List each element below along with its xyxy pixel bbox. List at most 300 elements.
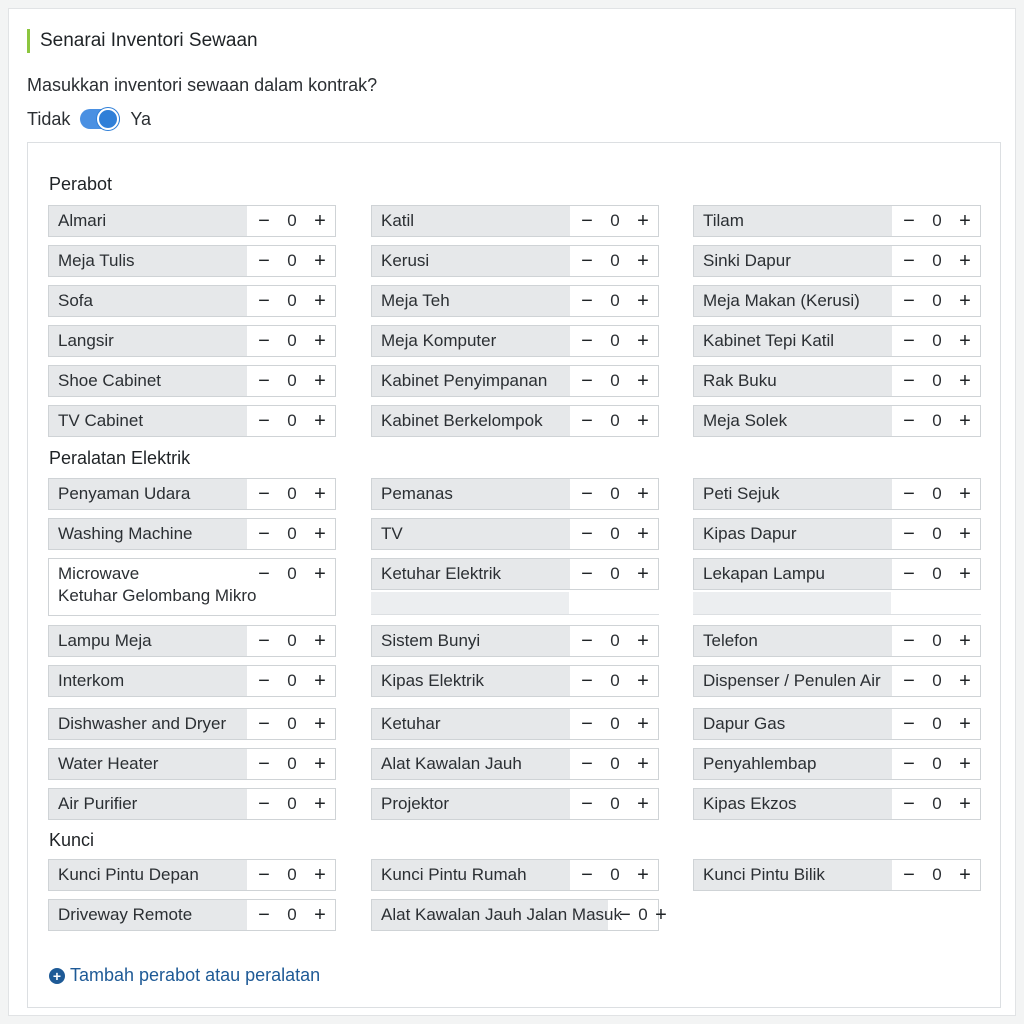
inventory-row	[693, 558, 981, 590]
increment-button[interactable]: +	[314, 483, 326, 505]
inventory-panel	[27, 142, 1001, 1008]
section-title-perabot: Perabot	[49, 174, 113, 194]
decrement-button[interactable]: −	[258, 410, 270, 432]
quantity-value[interactable]: 0	[610, 714, 620, 733]
item-label: Meja Tulis	[49, 246, 247, 276]
quantity-value[interactable]: 0	[287, 564, 297, 583]
quantity-value[interactable]: 0	[610, 671, 620, 690]
item-label: Interkom	[49, 666, 247, 696]
decrement-button[interactable]: −	[258, 713, 270, 735]
decrement-button[interactable]: −	[258, 630, 270, 652]
inventory-row	[693, 478, 981, 510]
quantity-value[interactable]: 0	[610, 794, 620, 813]
increment-button[interactable]: +	[959, 410, 971, 432]
quantity-value[interactable]: 0	[287, 714, 297, 733]
quantity-value[interactable]: 0	[610, 865, 620, 884]
item-label: Ketuhar Elektrik	[372, 559, 570, 589]
decrement-button[interactable]: −	[258, 290, 270, 312]
increment-button[interactable]: +	[959, 250, 971, 272]
quantity-value[interactable]: 0	[932, 291, 942, 310]
item-label: Air Purifier	[49, 789, 247, 819]
item-label: Shoe Cabinet	[49, 366, 247, 396]
quantity-stepper	[570, 286, 658, 316]
toggle-on-label: Ya	[130, 108, 152, 129]
increment-button[interactable]: +	[959, 483, 971, 505]
quantity-value[interactable]: 0	[932, 794, 942, 813]
item-label: Kabinet Tepi Katil	[694, 326, 892, 356]
increment-button[interactable]: +	[314, 630, 326, 652]
quantity-value[interactable]: 0	[287, 754, 297, 773]
increment-button[interactable]: +	[959, 290, 971, 312]
inventory-row	[48, 405, 336, 437]
inventory-row	[371, 478, 659, 510]
decrement-button[interactable]: −	[903, 250, 915, 272]
quantity-value[interactable]: 0	[932, 411, 942, 430]
quantity-value[interactable]: 0	[287, 484, 297, 503]
decrement-button[interactable]: −	[581, 793, 593, 815]
inventory-row	[48, 518, 336, 550]
quantity-value[interactable]: 0	[287, 331, 297, 350]
page-title: Senarai Inventori Sewaan	[27, 29, 258, 53]
increment-button[interactable]: +	[959, 713, 971, 735]
quantity-stepper	[892, 246, 980, 276]
increment-button[interactable]: +	[637, 523, 649, 545]
increment-button[interactable]: +	[314, 330, 326, 352]
inventory-row	[371, 285, 659, 317]
quantity-value[interactable]: 0	[638, 905, 648, 924]
increment-button[interactable]: +	[637, 483, 649, 505]
quantity-stepper	[570, 666, 658, 696]
quantity-value[interactable]: 0	[610, 754, 620, 773]
inventory-row	[371, 245, 659, 277]
quantity-stepper	[570, 519, 658, 549]
decrement-button[interactable]: −	[258, 210, 270, 232]
quantity-value[interactable]: 0	[287, 371, 297, 390]
decrement-button[interactable]: −	[258, 330, 270, 352]
include-inventory-toggle-row	[27, 107, 151, 131]
quantity-stepper	[892, 519, 980, 549]
decrement-button[interactable]: −	[581, 290, 593, 312]
decrement-button[interactable]: −	[581, 250, 593, 272]
increment-button[interactable]: +	[959, 563, 971, 585]
row-divider	[371, 614, 659, 615]
increment-button[interactable]: +	[637, 290, 649, 312]
quantity-value[interactable]: 0	[610, 484, 620, 503]
inventory-row	[693, 788, 981, 820]
quantity-value[interactable]: 0	[932, 251, 942, 270]
quantity-stepper	[570, 789, 658, 819]
decrement-button[interactable]: −	[258, 904, 270, 926]
quantity-stepper	[892, 626, 980, 656]
inventory-row	[48, 748, 336, 780]
increment-button[interactable]: +	[637, 670, 649, 692]
quantity-stepper	[892, 666, 980, 696]
quantity-stepper	[570, 860, 658, 890]
quantity-stepper	[892, 789, 980, 819]
item-label: Penyahlembap	[694, 749, 892, 779]
decrement-button[interactable]: −	[903, 210, 915, 232]
quantity-stepper	[247, 626, 335, 656]
quantity-value[interactable]: 0	[287, 865, 297, 884]
item-label: Peti Sejuk	[694, 479, 892, 509]
decrement-button[interactable]: −	[581, 523, 593, 545]
quantity-stepper	[247, 860, 335, 890]
inventory-row	[693, 405, 981, 437]
quantity-stepper	[247, 479, 335, 509]
increment-button[interactable]: +	[314, 753, 326, 775]
section-title-kunci: Kunci	[49, 830, 95, 850]
increment-button[interactable]: +	[314, 670, 326, 692]
inventory-row	[48, 859, 336, 891]
inventory-row	[48, 625, 336, 657]
increment-button[interactable]: +	[314, 713, 326, 735]
quantity-stepper	[247, 366, 335, 396]
quantity-stepper	[892, 479, 980, 509]
increment-button[interactable]: +	[314, 563, 326, 585]
inventory-row	[693, 325, 981, 357]
row-extension	[371, 592, 569, 614]
item-label: Water Heater	[49, 749, 247, 779]
decrement-button[interactable]: −	[258, 523, 270, 545]
quantity-stepper	[247, 406, 335, 436]
increment-button[interactable]: +	[959, 753, 971, 775]
item-label: Almari	[49, 206, 247, 236]
inventory-row	[371, 205, 659, 237]
item-label: Katil	[372, 206, 570, 236]
quantity-value[interactable]: 0	[610, 411, 620, 430]
decrement-button[interactable]: −	[581, 864, 593, 886]
inventory-row	[371, 708, 659, 740]
inventory-row	[371, 788, 659, 820]
item-label: Telefon	[694, 626, 892, 656]
inventory-row	[693, 625, 981, 657]
decrement-button[interactable]: −	[581, 670, 593, 692]
increment-button[interactable]: +	[637, 410, 649, 432]
decrement-button[interactable]: −	[903, 330, 915, 352]
decrement-button[interactable]: −	[903, 630, 915, 652]
quantity-stepper	[570, 326, 658, 356]
decrement-button[interactable]: −	[903, 713, 915, 735]
quantity-value[interactable]: 0	[932, 865, 942, 884]
decrement-button[interactable]: −	[903, 670, 915, 692]
decrement-button[interactable]: −	[903, 864, 915, 886]
increment-button[interactable]: +	[959, 793, 971, 815]
item-label: Penyaman Udara	[49, 479, 247, 509]
increment-button[interactable]: +	[314, 904, 326, 926]
quantity-value[interactable]: 0	[287, 671, 297, 690]
item-label: TV Cabinet	[49, 406, 247, 436]
increment-button[interactable]: +	[637, 793, 649, 815]
increment-button[interactable]: +	[959, 630, 971, 652]
inventory-row	[48, 558, 336, 616]
increment-button[interactable]: +	[637, 753, 649, 775]
quantity-stepper	[247, 519, 335, 549]
inventory-row	[693, 518, 981, 550]
inventory-row	[371, 365, 659, 397]
decrement-button[interactable]: −	[581, 410, 593, 432]
add-item-label: Tambah perabot atau peralatan	[70, 965, 321, 985]
add-item-link[interactable]	[49, 965, 320, 986]
item-label: Kabinet Berkelompok	[372, 406, 570, 436]
quantity-value[interactable]: 0	[932, 671, 942, 690]
quantity-stepper	[570, 626, 658, 656]
quantity-value[interactable]: 0	[610, 524, 620, 543]
quantity-stepper	[892, 206, 980, 236]
decrement-button[interactable]: −	[581, 483, 593, 505]
item-label: Sofa	[49, 286, 247, 316]
section-title-elektrik: Peralatan Elektrik	[49, 448, 191, 468]
quantity-stepper	[247, 709, 335, 739]
increment-button[interactable]: +	[314, 793, 326, 815]
item-label: Langsir	[49, 326, 247, 356]
quantity-value[interactable]: 0	[287, 411, 297, 430]
item-label-line2: Ketuhar Gelombang Mikro	[58, 586, 257, 605]
increment-button[interactable]: +	[637, 250, 649, 272]
increment-button[interactable]: +	[637, 330, 649, 352]
decrement-button[interactable]: −	[258, 483, 270, 505]
item-label: Dispenser / Penulen Air	[694, 666, 892, 696]
decrement-button[interactable]: −	[903, 483, 915, 505]
item-label: TV	[372, 519, 570, 549]
quantity-stepper	[892, 286, 980, 316]
inventory-row	[48, 899, 336, 931]
increment-button[interactable]: +	[314, 210, 326, 232]
quantity-stepper	[570, 406, 658, 436]
increment-button[interactable]: +	[314, 523, 326, 545]
quantity-stepper	[892, 326, 980, 356]
inventory-row	[371, 625, 659, 657]
decrement-button[interactable]: −	[903, 793, 915, 815]
item-label: Rak Buku	[694, 366, 892, 396]
quantity-value[interactable]: 0	[287, 794, 297, 813]
decrement-button[interactable]: −	[903, 563, 915, 585]
increment-button[interactable]: +	[314, 370, 326, 392]
inventory-row	[371, 748, 659, 780]
quantity-stepper	[247, 559, 335, 589]
increment-button[interactable]: +	[655, 904, 667, 926]
decrement-button[interactable]: −	[258, 563, 270, 585]
inventory-row	[693, 245, 981, 277]
inventory-row	[371, 325, 659, 357]
quantity-stepper	[892, 749, 980, 779]
quantity-stepper	[570, 709, 658, 739]
item-label: Lekapan Lampu	[694, 559, 892, 589]
item-label: Projektor	[372, 789, 570, 819]
quantity-stepper	[247, 749, 335, 779]
quantity-stepper	[570, 366, 658, 396]
decrement-button[interactable]: −	[903, 370, 915, 392]
quantity-stepper	[570, 749, 658, 779]
decrement-button[interactable]: −	[581, 563, 593, 585]
quantity-value[interactable]: 0	[610, 211, 620, 230]
quantity-stepper	[892, 559, 980, 589]
inventory-row	[371, 665, 659, 697]
inventory-row	[48, 325, 336, 357]
decrement-button[interactable]: −	[581, 370, 593, 392]
quantity-value[interactable]: 0	[932, 211, 942, 230]
inventory-row	[48, 245, 336, 277]
quantity-stepper	[247, 326, 335, 356]
quantity-stepper	[247, 206, 335, 236]
quantity-stepper	[608, 900, 676, 930]
inventory-row	[693, 665, 981, 697]
quantity-value[interactable]: 0	[287, 251, 297, 270]
decrement-button[interactable]: −	[581, 753, 593, 775]
item-label: Dapur Gas	[694, 709, 892, 739]
increment-button[interactable]: +	[637, 210, 649, 232]
increment-button[interactable]: +	[637, 370, 649, 392]
increment-button[interactable]: +	[314, 290, 326, 312]
decrement-button[interactable]: −	[258, 793, 270, 815]
quantity-value[interactable]: 0	[610, 331, 620, 350]
inventory-row	[48, 365, 336, 397]
quantity-stepper	[247, 246, 335, 276]
quantity-stepper	[570, 246, 658, 276]
quantity-stepper	[247, 666, 335, 696]
quantity-value[interactable]: 0	[287, 631, 297, 650]
item-label: Kipas Ekzos	[694, 789, 892, 819]
item-label: Alat Kawalan Jauh Jalan Masuk	[372, 900, 608, 930]
quantity-value[interactable]: 0	[610, 291, 620, 310]
inventory-row	[48, 788, 336, 820]
item-label: Lampu Meja	[49, 626, 247, 656]
increment-button[interactable]: +	[959, 330, 971, 352]
row-divider	[693, 614, 981, 615]
decrement-button[interactable]: −	[581, 630, 593, 652]
decrement-button[interactable]: −	[258, 250, 270, 272]
decrement-button[interactable]: −	[581, 713, 593, 735]
quantity-value[interactable]: 0	[287, 291, 297, 310]
item-label: Kipas Dapur	[694, 519, 892, 549]
quantity-stepper	[892, 406, 980, 436]
quantity-stepper	[247, 286, 335, 316]
increment-button[interactable]: +	[314, 864, 326, 886]
increment-button[interactable]: +	[637, 630, 649, 652]
inventory-row	[48, 205, 336, 237]
inventory-row	[693, 205, 981, 237]
inventory-row	[693, 748, 981, 780]
inventory-row	[48, 478, 336, 510]
item-label: Kunci Pintu Bilik	[694, 860, 892, 890]
decrement-button[interactable]: −	[903, 290, 915, 312]
inventory-row	[48, 708, 336, 740]
inventory-row	[371, 899, 667, 931]
quantity-value[interactable]: 0	[932, 714, 942, 733]
quantity-value[interactable]: 0	[610, 251, 620, 270]
item-label: Driveway Remote	[49, 900, 247, 930]
decrement-button[interactable]: −	[619, 904, 631, 926]
item-label: Meja Teh	[372, 286, 570, 316]
inventory-row	[693, 285, 981, 317]
increment-button[interactable]: +	[959, 210, 971, 232]
increment-button[interactable]: +	[959, 864, 971, 886]
increment-button[interactable]: +	[314, 250, 326, 272]
inventory-row	[371, 405, 659, 437]
decrement-button[interactable]: −	[581, 210, 593, 232]
item-label: Kipas Elektrik	[372, 666, 570, 696]
row-extension	[693, 592, 891, 614]
inventory-row	[693, 365, 981, 397]
quantity-stepper	[892, 366, 980, 396]
increment-button[interactable]: +	[959, 670, 971, 692]
quantity-value[interactable]: 0	[287, 905, 297, 924]
item-label: Alat Kawalan Jauh	[372, 749, 570, 779]
decrement-button[interactable]: −	[903, 410, 915, 432]
decrement-button[interactable]: −	[903, 753, 915, 775]
item-label: Meja Makan (Kerusi)	[694, 286, 892, 316]
quantity-value[interactable]: 0	[610, 371, 620, 390]
quantity-stepper	[247, 900, 335, 930]
quantity-stepper	[570, 559, 658, 589]
quantity-value[interactable]: 0	[287, 524, 297, 543]
item-label: Pemanas	[372, 479, 570, 509]
quantity-value[interactable]: 0	[932, 331, 942, 350]
quantity-value[interactable]: 0	[932, 631, 942, 650]
quantity-stepper	[570, 479, 658, 509]
include-inventory-toggle[interactable]	[80, 109, 120, 129]
item-label: Dishwasher and Dryer	[49, 709, 247, 739]
item-label: Kerusi	[372, 246, 570, 276]
item-label: Meja Solek	[694, 406, 892, 436]
quantity-value[interactable]: 0	[932, 524, 942, 543]
item-label: Kunci Pintu Rumah	[372, 860, 570, 890]
include-inventory-question: Masukkan inventori sewaan dalam kontrak?	[27, 75, 378, 95]
increment-button[interactable]: +	[637, 713, 649, 735]
item-label: Sinki Dapur	[694, 246, 892, 276]
decrement-button[interactable]: −	[581, 330, 593, 352]
inventory-row	[48, 665, 336, 697]
quantity-value[interactable]: 0	[610, 564, 620, 583]
quantity-value[interactable]: 0	[287, 211, 297, 230]
quantity-value[interactable]: 0	[932, 754, 942, 773]
item-label: Ketuhar	[372, 709, 570, 739]
quantity-value[interactable]: 0	[932, 564, 942, 583]
toggle-off-label: Tidak	[27, 108, 71, 129]
decrement-button[interactable]: −	[903, 523, 915, 545]
decrement-button[interactable]: −	[258, 864, 270, 886]
toggle-knob	[97, 108, 119, 130]
increment-button[interactable]: +	[314, 410, 326, 432]
quantity-stepper	[247, 789, 335, 819]
item-label: Meja Komputer	[372, 326, 570, 356]
increment-button[interactable]: +	[637, 864, 649, 886]
item-label	[49, 559, 257, 615]
item-label-line1: Microwave	[58, 564, 140, 583]
inventory-row	[693, 859, 981, 891]
increment-button[interactable]: +	[637, 563, 649, 585]
item-label: Sistem Bunyi	[372, 626, 570, 656]
decrement-button[interactable]: −	[258, 370, 270, 392]
increment-button[interactable]: +	[959, 523, 971, 545]
item-label: Tilam	[694, 206, 892, 236]
quantity-stepper	[570, 206, 658, 236]
decrement-button[interactable]: −	[258, 670, 270, 692]
inventory-row	[371, 859, 659, 891]
quantity-stepper	[892, 860, 980, 890]
item-label: Kabinet Penyimpanan	[372, 366, 570, 396]
plus-circle-icon: +	[49, 968, 65, 984]
inventory-row	[693, 708, 981, 740]
quantity-value[interactable]: 0	[932, 371, 942, 390]
item-label: Washing Machine	[49, 519, 247, 549]
inventory-page	[8, 8, 1016, 1016]
increment-button[interactable]: +	[959, 370, 971, 392]
quantity-value[interactable]: 0	[610, 631, 620, 650]
inventory-row	[371, 518, 659, 550]
inventory-row	[371, 558, 659, 590]
decrement-button[interactable]: −	[258, 753, 270, 775]
quantity-value[interactable]: 0	[932, 484, 942, 503]
